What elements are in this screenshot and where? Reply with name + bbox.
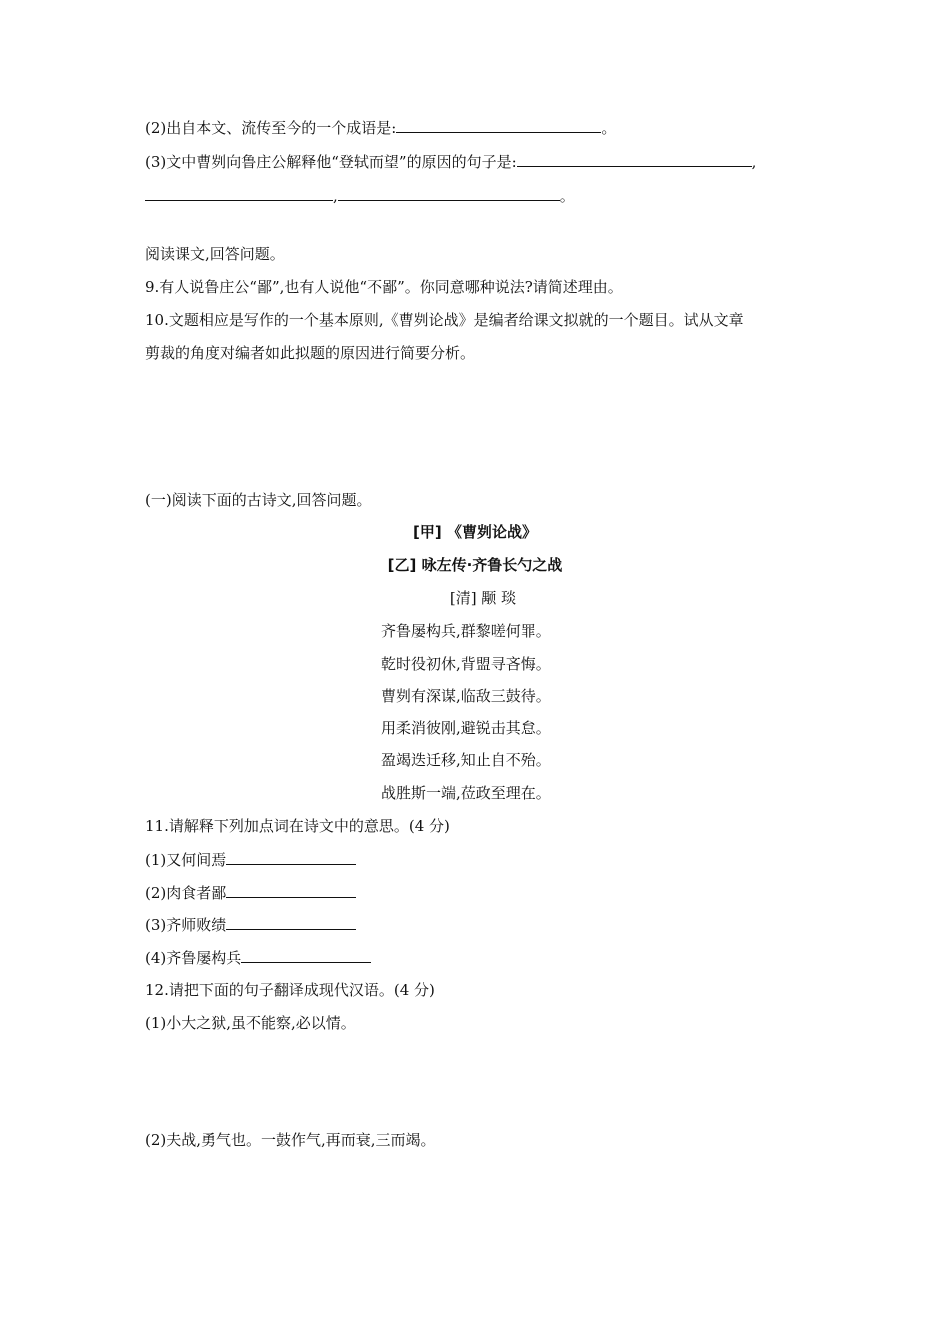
answer-blank[interactable]: [226, 882, 356, 898]
answer-blank[interactable]: [226, 914, 356, 930]
question-10-line-2: 剪裁的角度对编者如此拟题的原因进行简要分析。: [145, 344, 476, 362]
question-8-2-text: (2)出自本文、流传至今的一个成语是:: [145, 119, 397, 137]
item-text: (4)齐鲁屡构兵: [145, 949, 242, 967]
poem-line: 曹刿有深谋,临敌三鼓待。: [381, 687, 551, 705]
question-11-item-3: [145, 914, 356, 935]
title-jia: [甲] 《曹刿论战》: [413, 523, 537, 541]
punctuation: 。: [559, 187, 575, 205]
item-text: (2)肉食者鄙: [145, 884, 227, 902]
poem-line: 战胜斯一端,莅政至理在。: [381, 784, 551, 802]
poem-line: 乾时役初休,背盟寻吝悔。: [381, 655, 551, 673]
section-heading: (一)阅读下面的古诗文,回答问题。: [145, 491, 372, 509]
punctuation: 。: [601, 119, 617, 137]
poem-author: [清] 颙 琰: [449, 589, 517, 607]
poem-line: 用柔消彼刚,避锐击其怠。: [381, 719, 551, 737]
answer-blank[interactable]: [241, 947, 371, 963]
question-9: 9.有人说鲁庄公“鄙”,也有人说他“不鄙”。你同意哪种说法?请简述理由。: [145, 278, 623, 296]
question-11-stem: 11.请解释下列加点词在诗文中的意思。(4 分): [145, 817, 450, 835]
question-11-item-1: [145, 849, 356, 870]
question-11-item-4: [145, 947, 371, 968]
question-12-item-2: (2)夫战,勇气也。一鼓作气,再而衰,三而竭。: [145, 1131, 436, 1149]
poem-line: 盈竭迭迁移,知止自不殆。: [381, 751, 551, 769]
question-8-3-text: (3)文中曹刿向鲁庄公解释他“登轼而望”的原因的句子是:: [145, 153, 517, 171]
question-8-3-continued: [145, 185, 575, 206]
question-10-line-1: 10.文题相应是写作的一个基本原则,《曹刿论战》是编者给课文拟就的一个题目。试从文章: [145, 311, 744, 329]
punctuation: ,: [333, 187, 338, 205]
question-12-stem: 12.请把下面的句子翻译成现代汉语。(4 分): [145, 981, 435, 999]
question-8-3: [145, 151, 756, 172]
answer-blank[interactable]: [145, 185, 333, 201]
answer-blank[interactable]: [396, 117, 601, 133]
question-8-2: [145, 117, 616, 138]
answer-blank[interactable]: [517, 151, 752, 167]
title-yi: [乙] 咏左传·齐鲁长勺之战: [387, 556, 563, 574]
item-text: (3)齐师败绩: [145, 916, 227, 934]
item-text: (1)又何间焉: [145, 851, 227, 869]
question-12-item-1: (1)小大之狱,虽不能察,必以情。: [145, 1014, 356, 1032]
punctuation: ,: [751, 153, 757, 171]
question-11-item-2: [145, 882, 356, 903]
instruction: 阅读课文,回答问题。: [145, 245, 285, 263]
answer-blank[interactable]: [226, 849, 356, 865]
poem-line: 齐鲁屡构兵,群黎嗟何罪。: [381, 622, 551, 640]
answer-blank[interactable]: [338, 185, 560, 201]
